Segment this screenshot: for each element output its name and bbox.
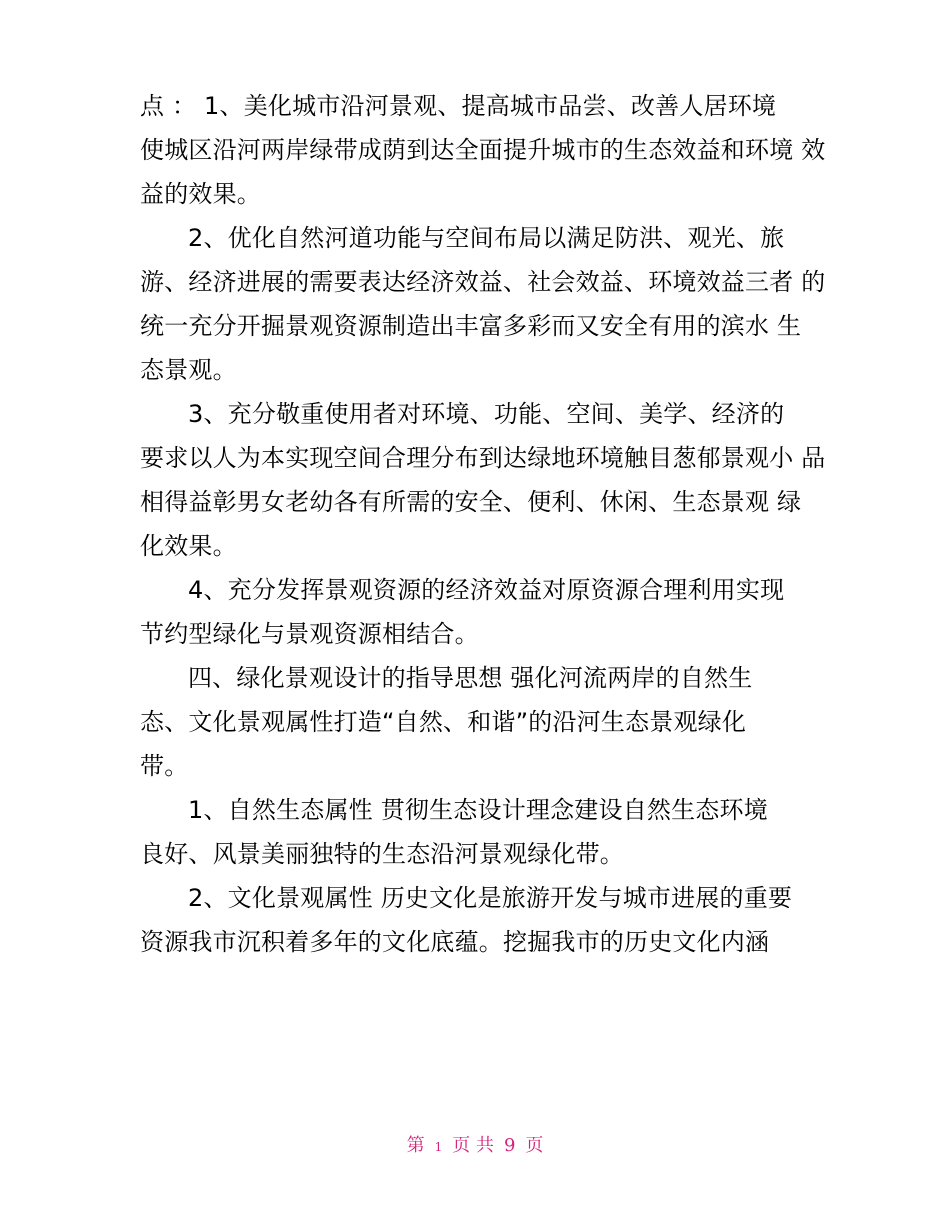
text-line: 点 ： 1、美化城市沿河景观、提高城市品尝、改善人居环境 <box>140 92 777 120</box>
text-line: 节约型绿化与景观资源相结合。 <box>140 620 479 648</box>
footer-total-pages: 9 <box>503 1135 516 1156</box>
text-line: 使城区沿河两岸绿带成荫到达全面提升城市的生态效益和环境 效 <box>140 136 826 164</box>
footer-suffix: 页 <box>525 1135 544 1156</box>
footer-middle: 页 共 <box>452 1135 494 1156</box>
text-line: 资源我市沉积着多年的文化底蕴。挖掘我市的历史文化内涵 <box>140 928 770 956</box>
text-line: 2、文化景观属性 历史文化是旅游开发与城市进展的重要 <box>188 884 793 912</box>
text-line: 统一充分开掘景观资源制造出丰富多彩而又安全有用的滨水 生 <box>140 312 802 340</box>
text-line: 游、经济进展的需要表达经济效益、社会效益、环境效益三者 的 <box>140 268 826 296</box>
text-line: 益的效果。 <box>140 180 261 208</box>
text-line: 化效果。 <box>140 532 237 560</box>
footer-current-page: 1 <box>434 1140 443 1154</box>
text-line: 1、自然生态属性 贯彻生态设计理念建设自然生态环境 <box>188 796 768 824</box>
text-line: 态景观。 <box>140 356 237 384</box>
text-line: 带。 <box>140 752 189 780</box>
text-line: 要求以人为本实现空间合理分布到达绿地环境触目葱郁景观小 品 <box>140 444 826 472</box>
text-line: 2、优化自然河道功能与空间布局以满足防洪、观光、旅 <box>188 224 785 252</box>
text-line: 3、充分敬重使用者对环境、功能、空间、美学、经济的 <box>188 400 785 428</box>
text-line: 态、文化景观属性打造“自然、和谐”的沿河生态景观绿化 <box>140 708 747 736</box>
document-body <box>140 84 826 964</box>
text-line: 良好、风景美丽独特的生态沿河景观绿化带。 <box>140 840 624 868</box>
page-footer <box>0 1131 950 1157</box>
text-line: 四、绿化景观设计的指导思想 强化河流两岸的自然生 <box>188 664 753 692</box>
footer-prefix: 第 <box>406 1135 425 1156</box>
text-line: 相得益彰男女老幼各有所需的安全、便利、休闲、生态景观 绿 <box>140 488 802 516</box>
text-line: 4、充分发挥景观资源的经济效益对原资源合理利用实现 <box>188 576 785 604</box>
